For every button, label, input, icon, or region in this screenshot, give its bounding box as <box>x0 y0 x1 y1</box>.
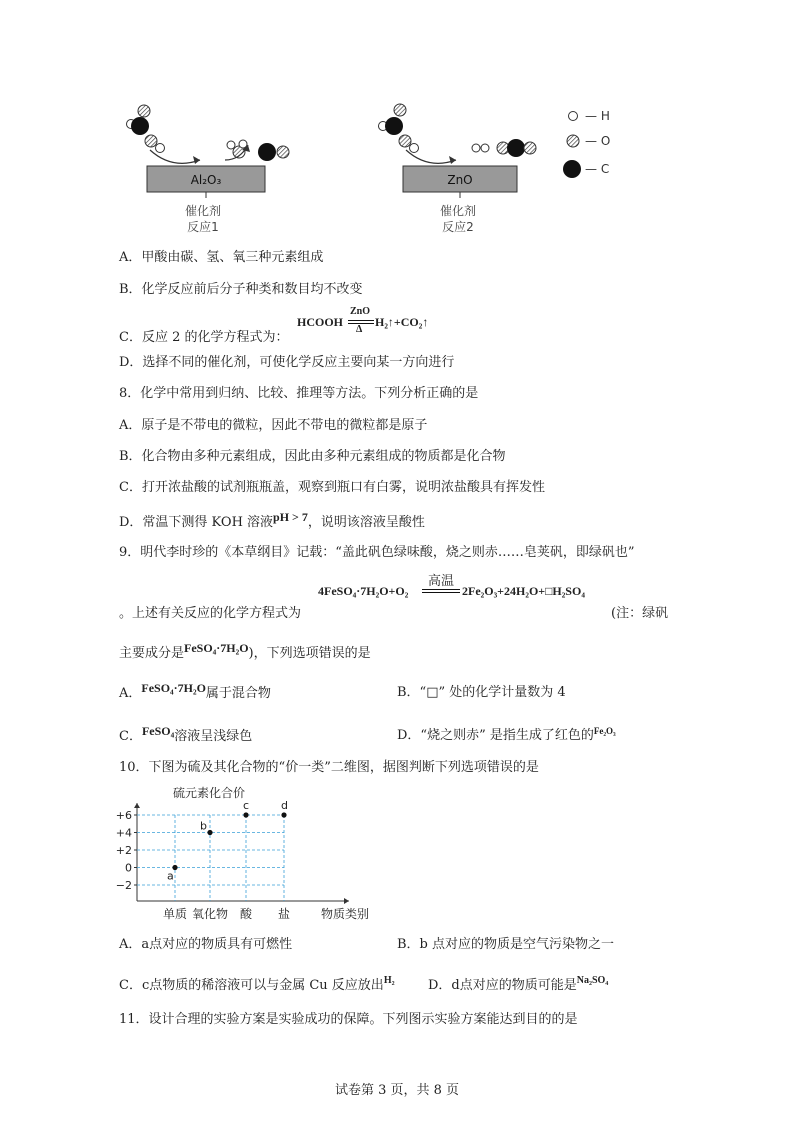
q9-a-suffix: 属于混合物 <box>205 686 271 701</box>
x-axis-title: 物质类别 <box>321 907 370 921</box>
data-point-d <box>281 812 286 817</box>
formic-acid-molecule-2 <box>379 104 419 153</box>
q8-option-d <box>119 510 425 531</box>
y-axis-title: 硫元素化合价 <box>173 786 246 800</box>
legend-label-h: — H <box>585 109 610 123</box>
q9-line3 <box>119 641 371 662</box>
q8-d-prefix: D．常温下测得 KOH 溶液 <box>119 515 274 530</box>
co-molecule-1 <box>258 143 289 161</box>
q9-option-b: B．“□” 处的化学计量数为 4 <box>397 685 566 700</box>
q9-eq-right: 2Fe₂O₃+24H₂O+□H₂SO₄ <box>462 584 585 598</box>
q9-d-formula: Fe₂O₃ <box>593 726 616 736</box>
q11-stem: 11．设计合理的实验方案是实验成功的保障。下列图示实验方案能达到目的的是 <box>119 1012 578 1027</box>
y-tick-label: −2 <box>115 879 132 892</box>
q9-eq-condition: 高温 <box>428 574 455 589</box>
q10-stem: 10．下图为硫及其化合物的“价一类”二维图，据图判断下列选项错误的是 <box>119 760 539 775</box>
q9-stem: 9．明代李时珍的《本草纲目》记载：“盖此矾色绿味酸，烧之则赤……皂荚矾，即绿矾也” <box>119 545 635 560</box>
data-point-label-b: b <box>200 819 207 833</box>
q9-line3-formula: FeSO₄·7H₂O <box>184 641 249 655</box>
co2-molecule <box>497 139 536 157</box>
q10-c-prefix: C．c点物质的稀溶液可以与金属 Cu 反应放出 <box>119 978 384 993</box>
q9-option-c <box>119 724 253 745</box>
q9-line2: 。上述有关反应的化学方程式为 <box>119 606 302 621</box>
valence-class-chart <box>115 783 370 923</box>
al2o3-label: Al₂O₃ <box>190 173 222 187</box>
y-tick-label: +2 <box>115 844 132 857</box>
q8-d-formula: pH > 7 <box>273 510 308 524</box>
zno-label: ZnO <box>447 173 473 187</box>
y-axis-arrow <box>134 803 140 808</box>
q7-option-c: C．反应 2 的化学方程式为： <box>119 330 289 345</box>
q9-line3-suffix: )，下列选项错误的是 <box>248 646 371 661</box>
q10-option-d <box>428 975 609 995</box>
q7-option-d: D．选择不同的催化剂，可使化学反应主要向某一方向进行 <box>119 355 455 370</box>
catalyst-caption-1: 催化剂 <box>184 204 222 218</box>
q9-option-a <box>119 681 271 702</box>
q9-line3-prefix: 主要成分是 <box>119 646 185 661</box>
q10-option-c <box>119 975 395 995</box>
q9-c-suffix: 溶液呈浅绿色 <box>174 729 253 744</box>
y-tick-label: 0 <box>125 861 132 875</box>
q8-option-c: C．打开浓盐酸的试剂瓶瓶盖，观察到瓶口有白雾，说明浓盐酸具有挥发性 <box>119 480 545 495</box>
data-point-label-d: d <box>281 799 288 812</box>
catalyst-caption-2: 催化剂 <box>439 204 477 218</box>
x-category-label: 单质 <box>162 907 188 921</box>
data-point-c <box>243 812 248 817</box>
q9-option-d <box>397 728 616 744</box>
data-point-label-a: a <box>167 869 174 883</box>
q7-option-b: B．化学反应前后分子种类和数目均不改变 <box>119 282 363 297</box>
q8-option-b: B．化合物由多种元素组成，因此由多种元素组成的物质都是化合物 <box>119 449 506 464</box>
y-tick-label: +6 <box>115 809 132 822</box>
formula-equals-bar <box>348 320 374 321</box>
q9-c-formula: FeSO₄ <box>141 724 175 738</box>
hatched-circle-icon <box>567 135 579 147</box>
q8-option-a: A．原子是不带电的微粒，因此不带电的微粒都是原子 <box>119 418 428 433</box>
reaction-caption-2: 反应2 <box>442 220 474 234</box>
y-tick-label: +4 <box>115 826 132 840</box>
q10-option-b: B．b 点对应的物质是空气污染物之一 <box>397 937 615 952</box>
legend-label-c: — C <box>585 162 610 176</box>
q9-c-prefix: C． <box>119 729 142 744</box>
q10-option-a: A．a点对应的物质具有可燃性 <box>119 937 293 952</box>
x-category-label: 酸 <box>239 907 253 921</box>
white-circle-icon <box>569 112 578 121</box>
formula-right: H₂↑+CO₂↑ <box>375 315 429 329</box>
data-point-label-c: c <box>243 799 250 812</box>
reaction-diagram <box>0 0 794 240</box>
q9-eq-bar <box>422 589 460 590</box>
atom-legend <box>563 109 610 178</box>
reaction-caption-1: 反应1 <box>187 220 219 234</box>
q9-a-formula: FeSO₄·7H₂O <box>141 681 206 695</box>
formula-condition-top: ZnO <box>350 306 371 317</box>
q8-stem: 8．化学中常用到归纳、比较、推理等方法。下列分析正确的是 <box>119 386 479 401</box>
formula-condition-bottom: Δ <box>356 324 363 335</box>
q9-a-prefix: A． <box>119 686 142 701</box>
h2-molecule <box>472 144 489 152</box>
data-point-b <box>207 830 212 835</box>
q7-option-a: A．甲酸由碳、氢、氧三种元素组成 <box>119 250 324 265</box>
q10-c-formula: H₂ <box>383 975 395 986</box>
formula-left: HCOOH <box>297 315 344 329</box>
black-circle-icon <box>563 160 581 178</box>
page-footer: 试卷第 3 页，共 8 页 <box>334 1083 460 1098</box>
q9-line2-note: (注：绿矾 <box>611 606 669 621</box>
legend-label-o: — O <box>585 134 611 148</box>
q10-d-formula: Na₂SO₄ <box>576 975 609 986</box>
q9-equation <box>318 570 618 604</box>
formic-acid-molecule-1 <box>127 105 165 153</box>
q9-eq-bar-2 <box>422 592 460 593</box>
q7-option-c-formula <box>297 306 467 340</box>
q9-eq-left: 4FeSO₄·7H₂O+O₂ <box>318 584 409 598</box>
q9-d-prefix: D．“烧之则赤” 是指生成了红色的 <box>397 728 594 743</box>
q10-d-prefix: D．d点对应的物质可能是 <box>428 978 577 993</box>
x-axis-arrow <box>344 898 349 904</box>
x-category-label: 氧化物 <box>191 907 229 921</box>
q8-d-suffix: ，说明该溶液呈酸性 <box>307 515 425 530</box>
x-category-label: 盐 <box>277 907 291 921</box>
